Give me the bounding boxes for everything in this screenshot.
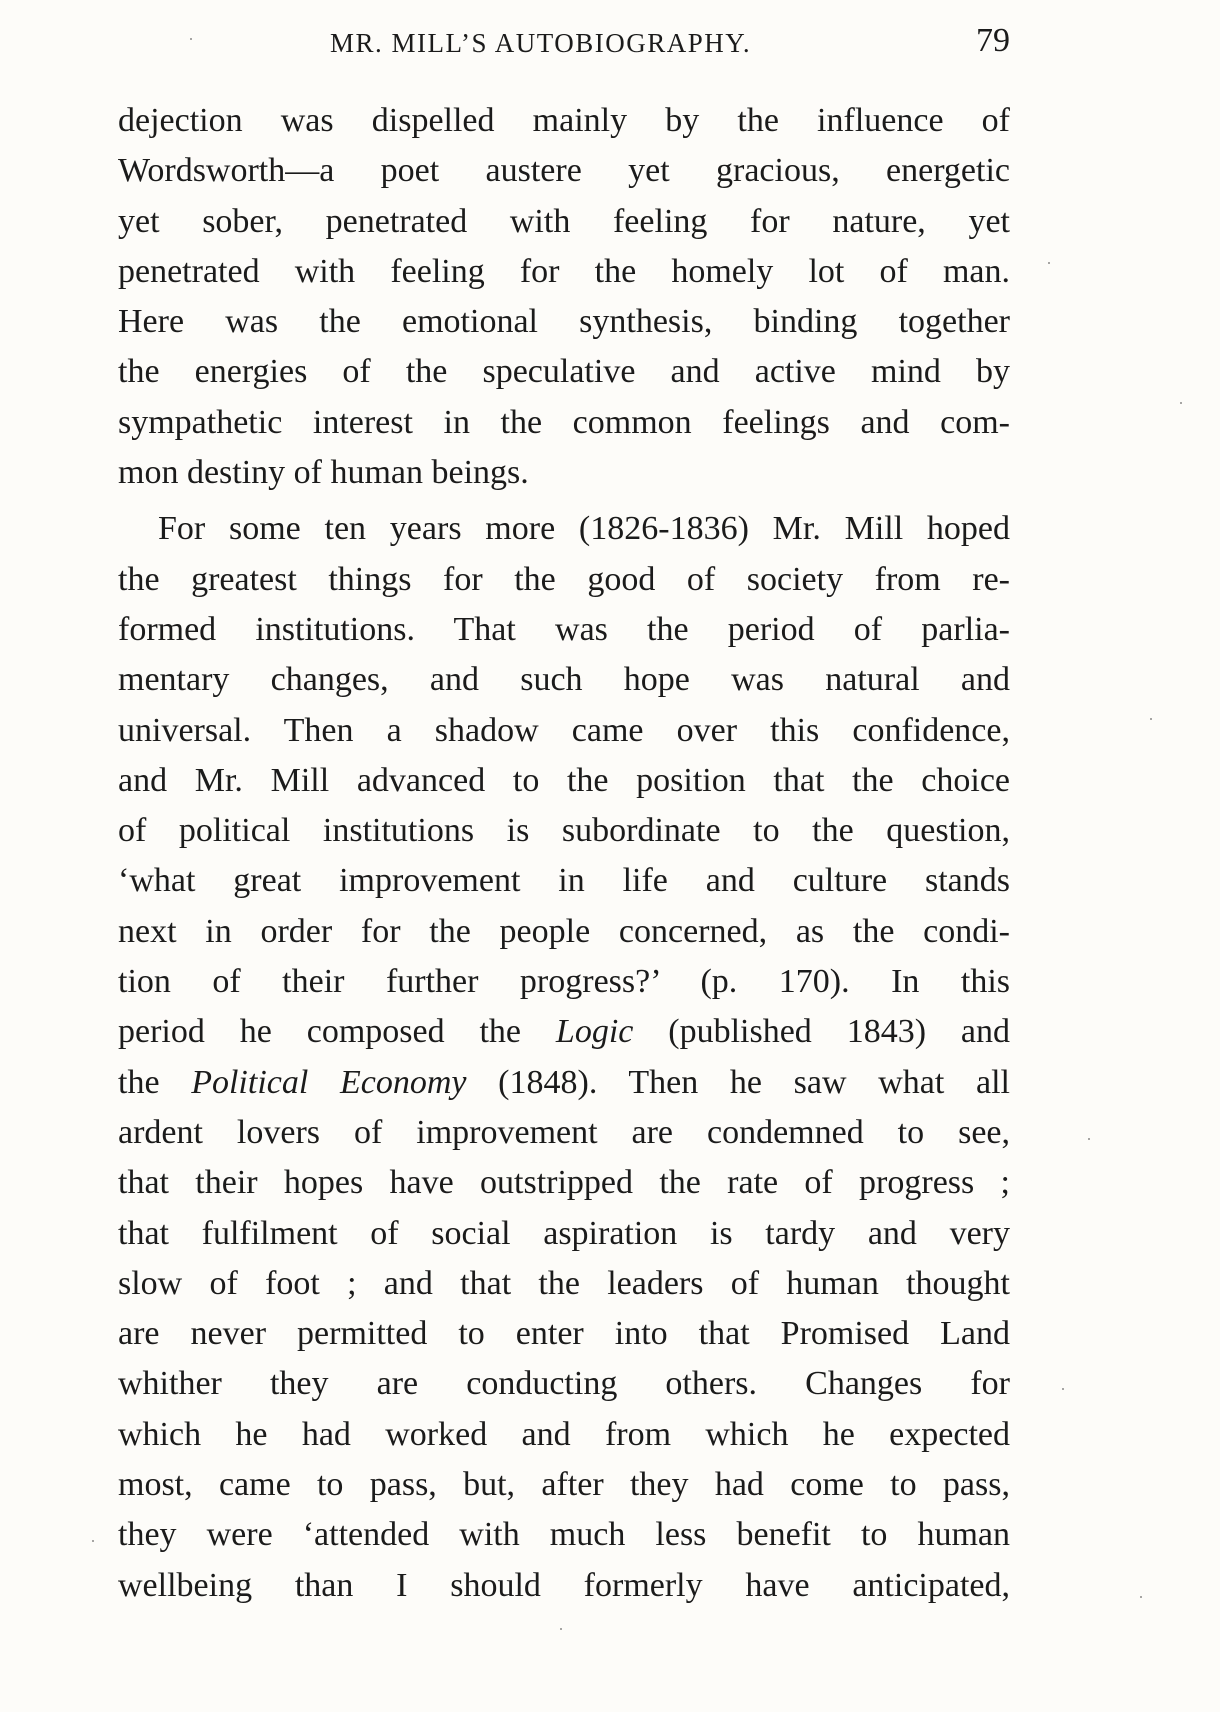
text-line: most, came to pass, but, after they had come to pass, [118, 1466, 1010, 1504]
text-line: the energies of the speculative and active mind by [118, 353, 1010, 391]
text-line: penetrated with feeling for the homely lot of man. [118, 252, 1010, 290]
paper-speck [92, 1540, 94, 1542]
running-title: MR. MILL’S AUTOBIOGRAPHY. [330, 28, 752, 58]
text-line: whither they are conducting others. Changes for [118, 1365, 1010, 1403]
text-line: slow of foot ; and that the leaders of human thought [118, 1264, 1010, 1302]
book-title-logic: Logic [555, 1013, 634, 1051]
paper-speck [1150, 718, 1152, 720]
text-line: For some ten years more (1826-1836) Mr. Mill hoped [158, 510, 1010, 548]
text-run: the [118, 1063, 192, 1101]
text-run: period he composed the [118, 1013, 556, 1051]
paragraph-1 [118, 96, 1010, 498]
text-line: mon destiny of human beings. [118, 454, 529, 492]
text-line: they were ‘attended with much less benefit to human [118, 1516, 1010, 1554]
paper-speck [1088, 1138, 1090, 1140]
text-line: that their hopes have outstripped the rate of progress ; [118, 1164, 1010, 1202]
text-line [118, 1058, 1010, 1108]
text-line: the greatest things for the good of society from re- [118, 560, 1010, 598]
book-title-political-economy: Political Economy [191, 1063, 467, 1101]
text-line: are never permitted to enter into that Promised Land [118, 1315, 1010, 1353]
text-line: ‘what great improvement in life and culture stands [118, 862, 1010, 900]
text-line: universal. Then a shadow came over this confidence, [118, 711, 1010, 749]
paper-speck [560, 1628, 562, 1630]
text-line: Here was the emotional synthesis, binding together [118, 303, 1010, 341]
text-line: tion of their further progress?’ (p. 170). In this [118, 963, 1010, 1001]
text-line: and Mr. Mill advanced to the position that the choice [118, 761, 1010, 799]
body-text [118, 96, 1010, 1611]
text-line: next in order for the people concerned, as the condi- [118, 912, 1010, 950]
running-head [118, 22, 1010, 66]
paper-speck [1140, 1596, 1142, 1598]
text-line: of political institutions is subordinate to the question, [118, 812, 1010, 850]
paper-speck [1048, 262, 1050, 264]
paper-speck [1180, 402, 1182, 404]
text-line: that fulfilment of social aspiration is tardy and very [118, 1214, 1010, 1252]
text-line: Wordsworth—a poet austere yet gracious, energetic [118, 152, 1010, 190]
text-line: formed institutions. That was the period of parlia- [118, 610, 1010, 648]
text-run: (published 1843) and [633, 1013, 1010, 1051]
text-line: ardent lovers of improvement are condemned to see, [118, 1113, 1010, 1151]
paper-speck [190, 38, 192, 40]
paragraph-2 [118, 504, 1010, 1611]
text-line: which he had worked and from which he expected [118, 1415, 1010, 1453]
text-run: (1848). Then he saw what all [466, 1063, 1010, 1101]
text-line: wellbeing than I should formerly have anticipated, [118, 1566, 1010, 1604]
page-number: 79 [976, 22, 1010, 59]
text-line: mentary changes, and such hope was natural and [118, 661, 1010, 699]
paper-speck [1062, 1388, 1064, 1390]
text-line: dejection was dispelled mainly by the influence of [118, 102, 1010, 139]
text-line: sympathetic interest in the common feelings and com- [118, 403, 1010, 441]
text-line: yet sober, penetrated with feeling for nature, yet [118, 202, 1010, 240]
text-line [118, 1007, 1010, 1057]
